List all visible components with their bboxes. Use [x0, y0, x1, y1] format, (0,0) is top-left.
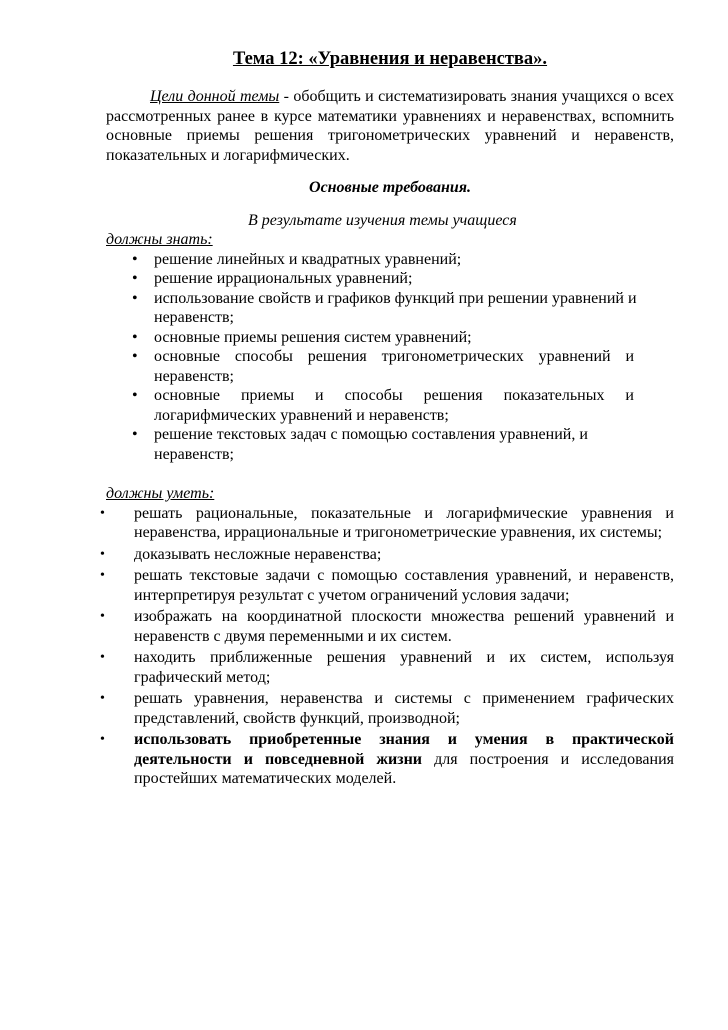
bullet-icon: • [100, 505, 105, 521]
spacer [106, 464, 674, 484]
list-item-text: основные способы решения тригонометрических уравнений и неравенств; [154, 348, 634, 385]
can-heading: должны уметь: [106, 485, 215, 502]
list-item [132, 347, 674, 386]
bullet-icon: • [100, 546, 105, 562]
intro-text: - обобщить и систематизировать знания учащихся о всех рассмотренных ранее в курсе математики уравнениях и неравенствах, вспомнить основные приемы решения тригонометрических уравнений и неравенств, показательных и логарифмических. [106, 88, 674, 164]
bullet-icon: • [132, 387, 138, 404]
list-item-text: основные приемы решения систем уравнений; [154, 328, 472, 346]
bullet-icon: • [100, 650, 105, 665]
document-title: Тема 12: «Уравнения и неравенства». [232, 49, 548, 69]
bullet-icon: • [100, 732, 105, 747]
list-item-text: использование свойств и графиков функций при решении уравнений и неравенств; [154, 289, 637, 326]
bullet-icon: • [132, 250, 138, 268]
bullet-icon: • [132, 328, 138, 346]
bullet-icon: • [132, 426, 138, 443]
list-item [132, 328, 674, 348]
list-item [100, 566, 674, 605]
list-item-text: доказывать несложные неравенства; [134, 545, 382, 563]
intro-paragraph [106, 87, 674, 165]
list-item-text: решение текстовых задач с помощью составления уравнений, и неравенств; [154, 426, 588, 463]
bullet-icon: • [100, 568, 105, 583]
bullet-icon: • [100, 691, 105, 706]
know-heading: должны знать: [106, 231, 213, 248]
result-line: В результате изучения темы учащиеся [248, 211, 517, 229]
list-item-text: решение линейных и квадратных уравнений; [154, 250, 462, 268]
list-item-bold-text: использовать приобретенные знания и умения в практической деятельности и повседневной жизни [134, 731, 674, 768]
bullet-icon: • [132, 270, 138, 287]
list-item [100, 504, 674, 543]
list-item [100, 648, 674, 687]
list-item [132, 250, 674, 270]
list-item [132, 425, 674, 464]
list-item-text: решение иррациональных уравнений; [154, 270, 413, 287]
bullet-icon: • [100, 609, 105, 624]
list-item-text: решать рациональные, показательные и логарифмические уравнения и неравенства, иррациональные и тригонометрические уравнения, их системы; [134, 504, 674, 541]
list-item-text: основные приемы и способы решения показательных и логарифмических уравнений и неравенств; [154, 387, 634, 424]
list-item [100, 607, 674, 646]
intro-lead: Цели донной темы [150, 88, 280, 105]
bullet-icon: • [132, 289, 138, 307]
list-item-text: для построения и исследования простейших математических моделей. [134, 750, 674, 787]
requirements-heading: Основные требования. [309, 179, 471, 196]
list-item-text: находить приближенные решения уравнений и их систем, используя графический метод; [134, 649, 674, 686]
list-item [100, 730, 674, 789]
list-item-text: решать текстовые задачи с помощью составления уравнений, и неравенств, интерпретируя результат с учетом ограничений условия задачи; [134, 567, 674, 604]
list-item [132, 386, 674, 425]
list-item [132, 269, 674, 289]
list-item-text: изображать на координатной плоскости множества решений уравнений и неравенств с двумя переменными и их систем. [134, 608, 674, 645]
list-item-text: решать уравнения, неравенства и системы с применением графических представлений, свойств функций, производной; [134, 690, 674, 727]
list-item [100, 545, 674, 565]
can-list [100, 504, 674, 789]
bullet-icon: • [132, 348, 138, 365]
know-list [106, 250, 674, 465]
list-item [100, 689, 674, 728]
list-item [132, 289, 674, 328]
